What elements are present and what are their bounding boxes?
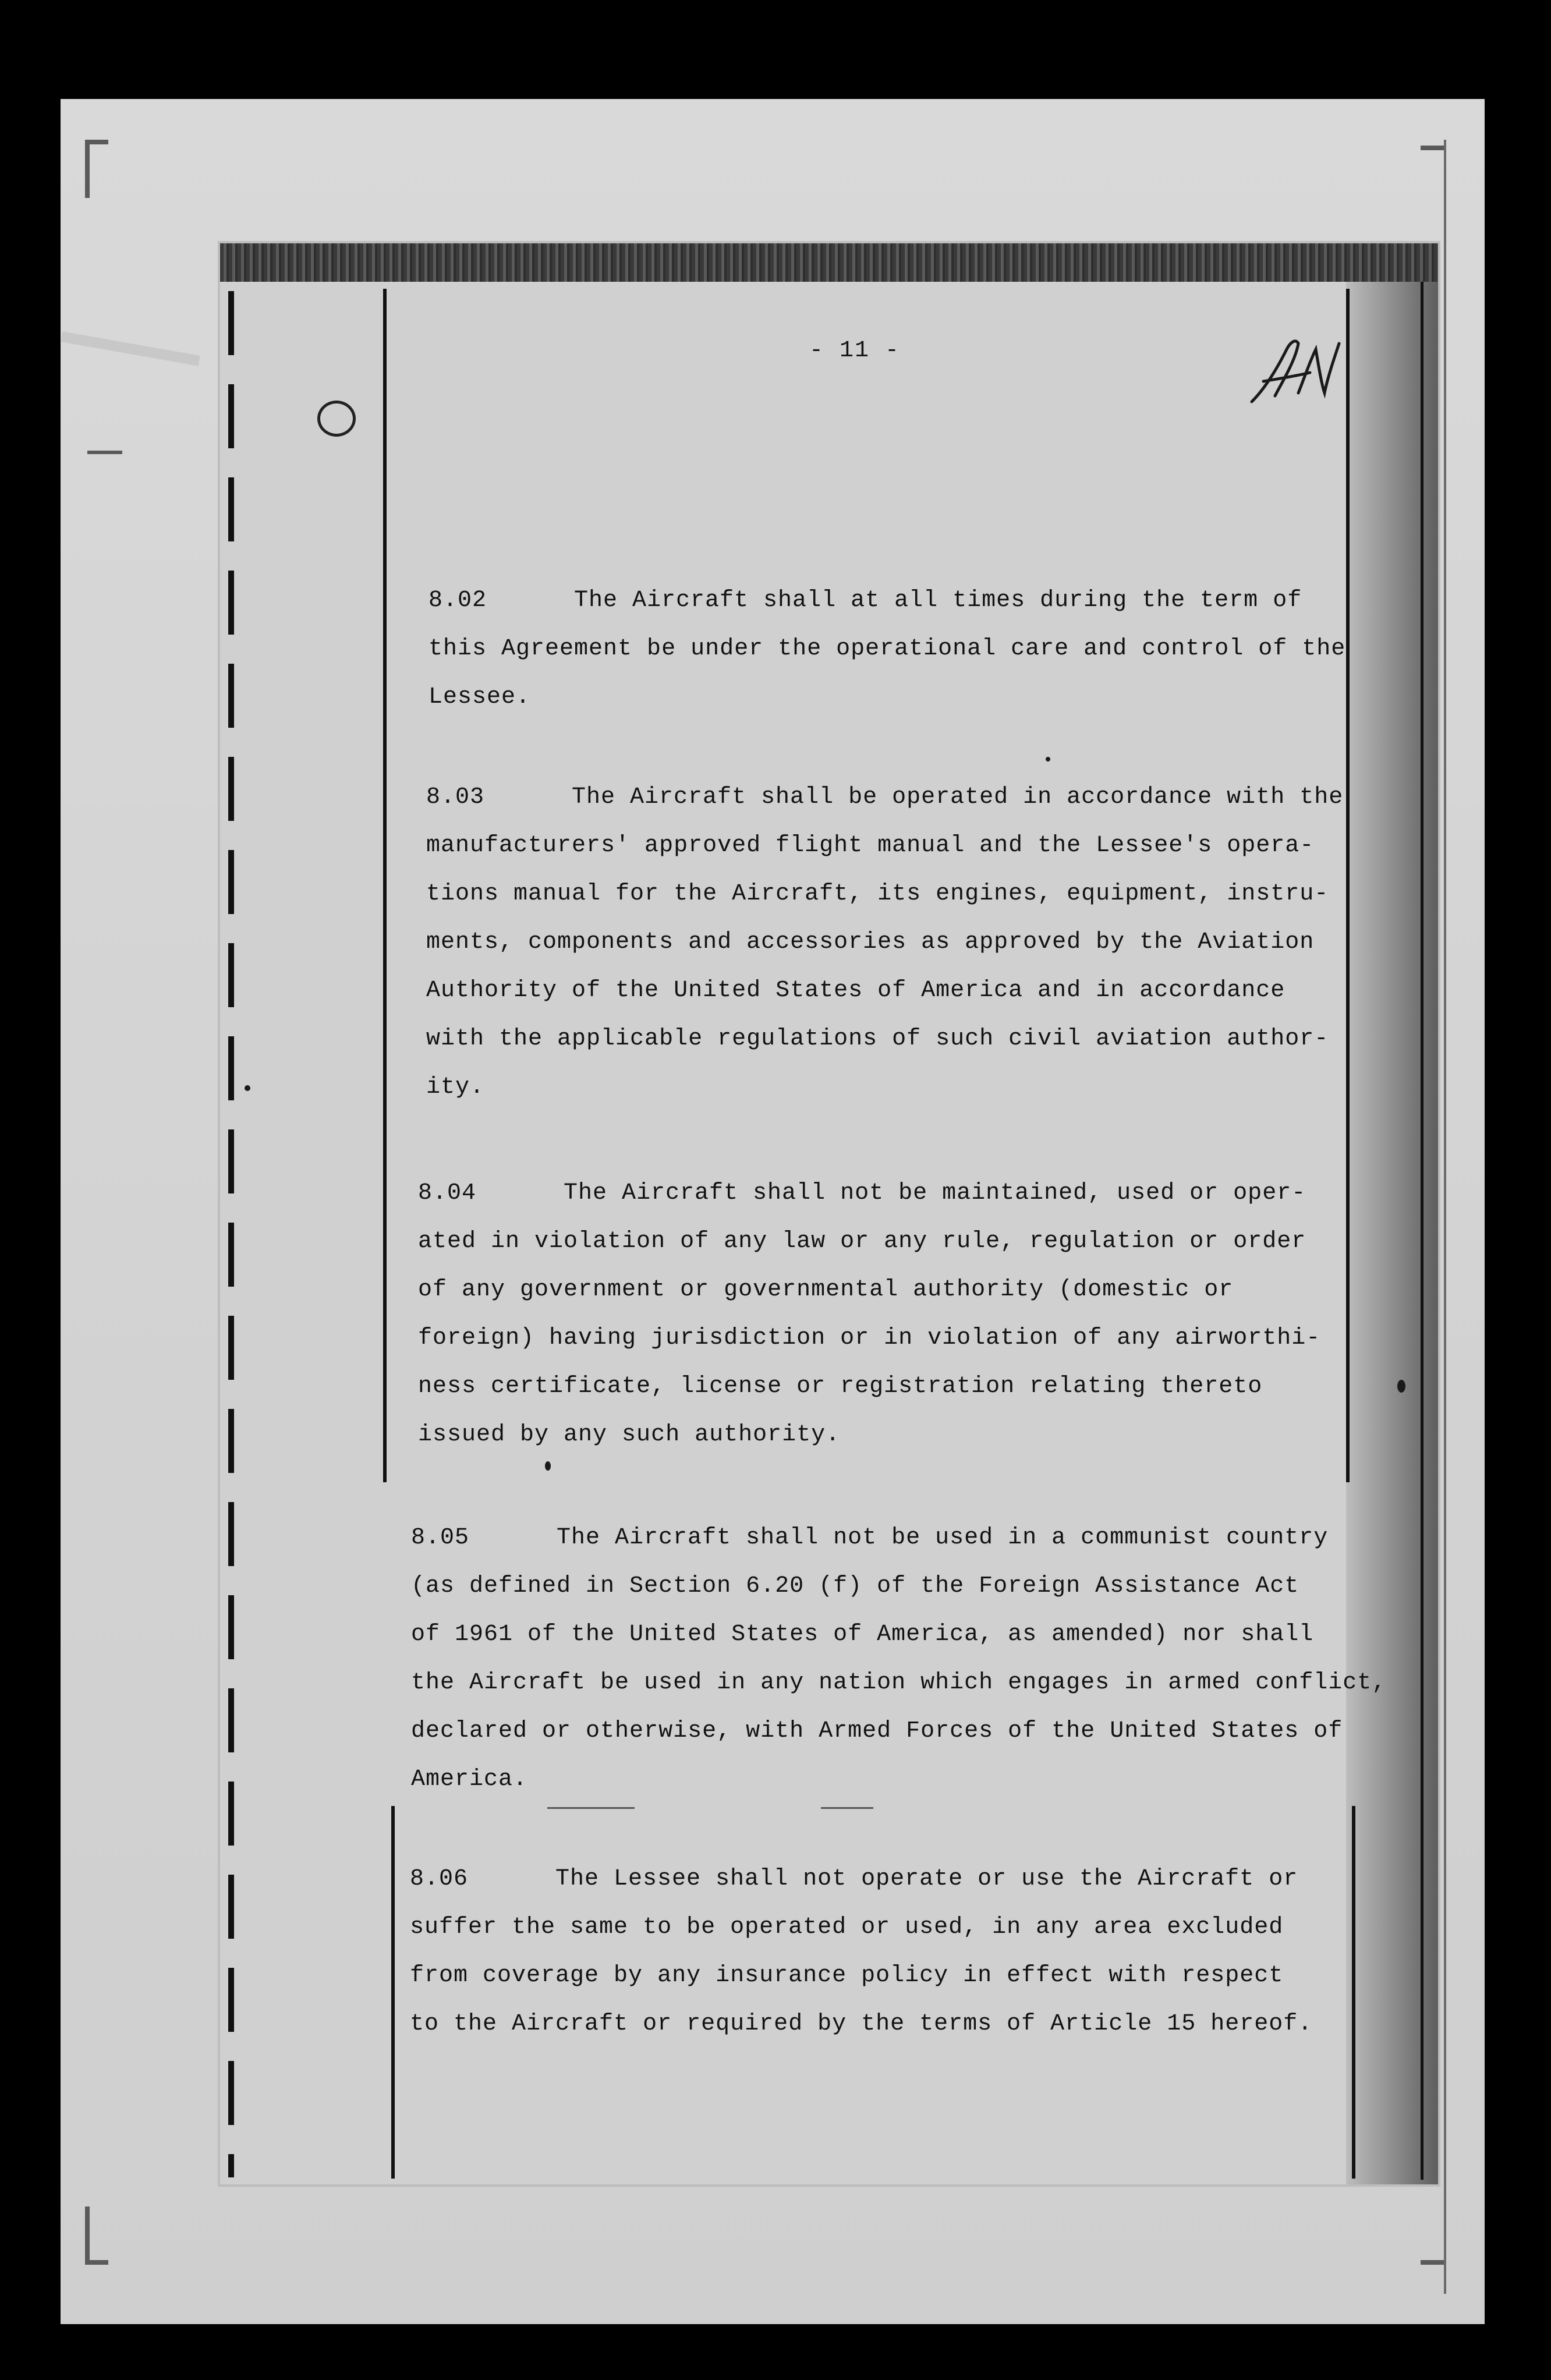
crop-mark-bottom-right [1421, 2260, 1444, 2265]
text-line: suffer the same to be operated or used, in any area excluded [410, 1914, 1284, 1940]
page-top-edge [220, 243, 1438, 282]
text-line: The Aircraft shall at all times during the term of [574, 587, 1302, 614]
paragraph-8-06 [410, 1855, 1376, 2048]
text-line: issued by any such authority. [418, 1422, 841, 1448]
text-line: tions manual for the Aircraft, its engines, equipment, instru- [426, 881, 1329, 907]
crop-mark-top-right [1421, 146, 1444, 150]
left-margin-line-lower [391, 1806, 395, 2179]
speck [1046, 757, 1050, 762]
punch-hole [317, 401, 356, 437]
paragraph-8-05 [411, 1514, 1401, 1804]
text-line: with the applicable regulations of such civil aviation author- [426, 1026, 1329, 1052]
text-line: of any government or governmental authority (domestic or [418, 1277, 1234, 1303]
paragraph-number: 8.02 [429, 587, 487, 614]
separator-mark [821, 1807, 873, 1809]
text-line: declared or otherwise, with Armed Forces of the United States of [411, 1718, 1343, 1744]
speck [245, 1085, 250, 1091]
right-edge-line [1421, 282, 1423, 2180]
handwritten-initials [1240, 326, 1357, 413]
text-line: manufacturers' approved flight manual and the Lessee's opera- [426, 833, 1315, 859]
text-line: Lessee. [429, 684, 531, 710]
page-number: - 11 - [809, 338, 901, 364]
text-line: of 1961 of the United States of America, as amended) nor shall [411, 1621, 1314, 1648]
paragraph-number: 8.03 [426, 784, 485, 810]
text-line: Authority of the United States of America and in accordance [426, 978, 1286, 1004]
paragraph-number: 8.04 [418, 1180, 477, 1206]
text-line: The Lessee shall not operate or use the Aircraft or [555, 1866, 1298, 1892]
text-line: this Agreement be under the operational care and control of the [429, 636, 1346, 662]
text-line: The Aircraft shall be operated in accordance with the [572, 784, 1344, 810]
crop-mark-bottom-left-vertical [85, 2207, 90, 2265]
speck [1397, 1380, 1405, 1393]
text-line: ments, components and accessories as approved by the Aviation [426, 929, 1315, 955]
separator-mark [547, 1807, 635, 1809]
paragraph-8-04 [418, 1169, 1384, 1459]
text-line: from coverage by any insurance policy in effect with respect [410, 1963, 1284, 1989]
paragraph-number: 8.05 [411, 1525, 470, 1551]
text-line: foreign) having jurisdiction or in violation of any airworthi- [418, 1325, 1321, 1351]
text-line: America. [411, 1766, 528, 1793]
text-line: The Aircraft shall not be maintained, used or oper- [564, 1180, 1306, 1206]
text-line: the Aircraft be used in any nation which engages in armed conflict, [411, 1670, 1387, 1696]
text-line: (as defined in Section 6.20 (f) of the Foreign Assistance Act [411, 1573, 1299, 1599]
text-line: The Aircraft shall not be used in a communist country [557, 1525, 1329, 1551]
paragraph-8-02 [429, 576, 1395, 721]
text-line: ity. [426, 1074, 485, 1100]
paragraph-8-03 [426, 773, 1393, 1111]
outer-right-edge [1444, 140, 1446, 2294]
crop-mark-top-left-vertical [85, 140, 90, 198]
left-margin-line-upper [383, 289, 387, 1482]
text-line: ness certificate, license or registration relating thereto [418, 1373, 1263, 1400]
left-dashed-edge [228, 291, 234, 2177]
edge-mark [87, 451, 122, 454]
text-line: to the Aircraft or required by the terms of Article 15 hereof. [410, 2011, 1313, 2037]
text-line: ated in violation of any law or any rule, regulation or order [418, 1228, 1306, 1255]
speck [545, 1461, 551, 1471]
paragraph-number: 8.06 [410, 1866, 469, 1892]
